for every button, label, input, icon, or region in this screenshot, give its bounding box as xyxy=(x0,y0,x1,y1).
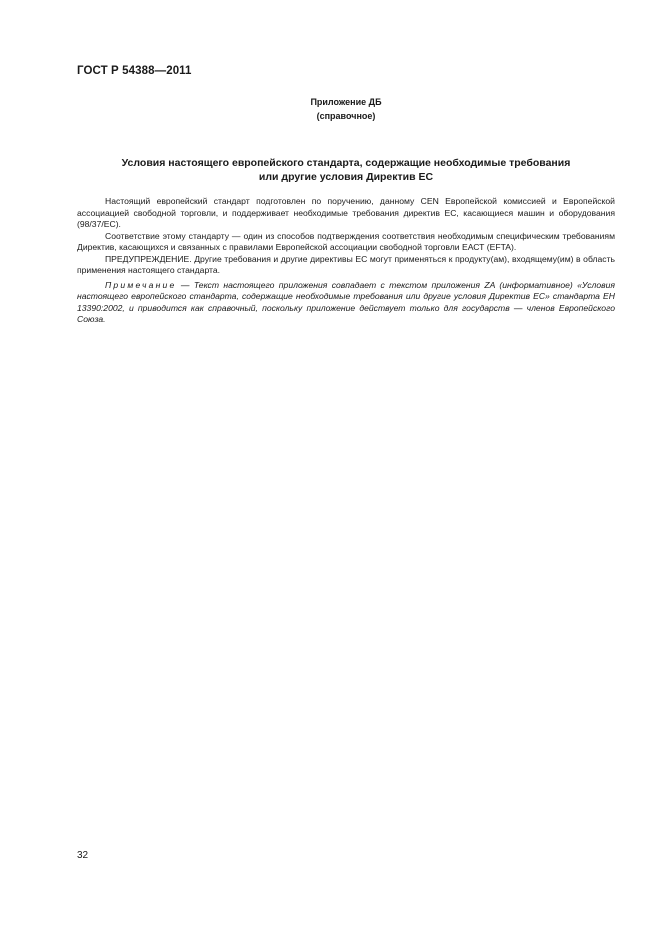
body-text xyxy=(77,196,615,326)
annex-title xyxy=(77,156,615,184)
page-number: 32 xyxy=(77,850,89,861)
note-paragraph xyxy=(77,280,615,326)
annex-label: Приложение ДБ xyxy=(310,97,382,107)
paragraph-warning: ПРЕДУПРЕЖДЕНИЕ. Другие требования и другие директивы ЕС могут применяться к продукту(ам), входящему(им) в область применения настоящего стандарта. xyxy=(77,253,615,275)
annex-type: (справочное) xyxy=(316,111,376,121)
note-label: Примечание xyxy=(105,279,177,290)
paragraph-mandate: Настоящий европейский стандарт подготовлен по поручению, данному CEN Европейской комиссией и Европейской ассоциацией свободной торговли, и поддерживает необходимые требования директив ЕС, касающиеся машин и оборудования (98/37/ЕС). xyxy=(77,196,615,229)
annex-title-line-2: или другие условия Директив ЕС xyxy=(258,171,434,183)
annex-title-line-1: Условия настоящего европейского стандарта, содержащие необходимые требования xyxy=(121,157,571,169)
annex-heading xyxy=(77,95,615,123)
document-header: ГОСТ Р 54388—2011 xyxy=(77,65,192,77)
note-text: — Текст настоящего приложения совпадает с текстом приложения ZA (информативное) «Условия настоящего европейского стандарта, содержащие необходимые требования или другие условия Директив ЕС» стандарта ЕН 13390:2002, и приводится как справочный, поскольку приложение действует только для государств — членов Европейского Союза. xyxy=(77,279,615,324)
paragraph-conformity: Соответствие этому стандарту — один из способов подтверждения соответствия необходимым специфическим требованиям Директив, касающихся и связанных с правилами Европейской ассоциации свободной торговли ЕАСТ (EFTA). xyxy=(77,230,615,252)
